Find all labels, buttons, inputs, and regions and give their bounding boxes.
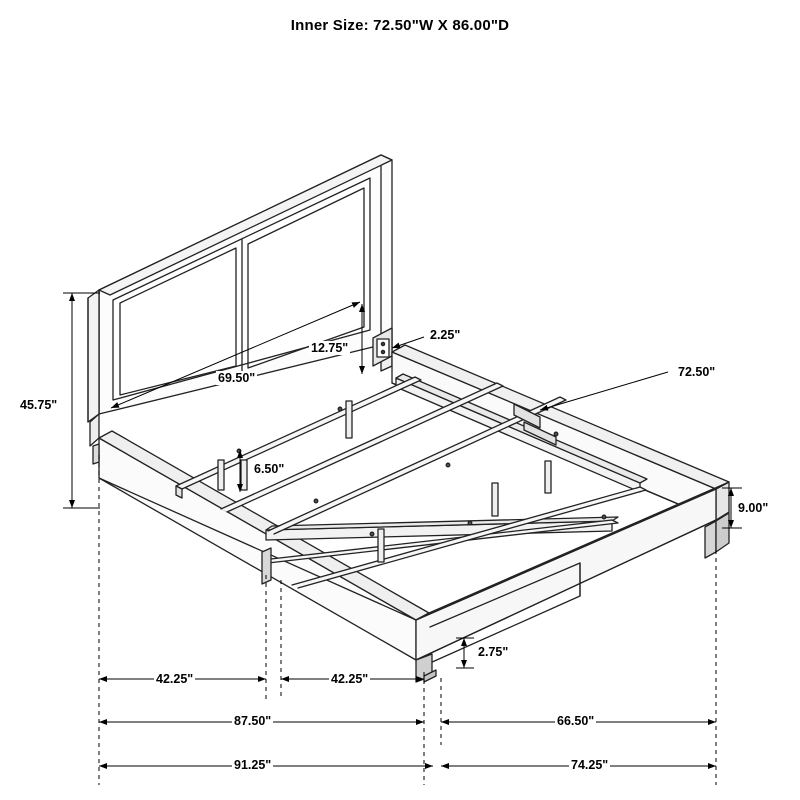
dimension-label-leg-span-right: 42.25" bbox=[331, 672, 369, 686]
page-title: Inner Size: 72.50"W X 86.00"D bbox=[290, 17, 510, 34]
dimension-label-depth-right-section: 66.50" bbox=[557, 714, 595, 728]
dimension-label-side-rail-height: 9.00" bbox=[738, 501, 769, 515]
dimension-label-foot-height: 2.75" bbox=[478, 645, 509, 659]
dimension-label-headboard-height: 45.75" bbox=[20, 398, 58, 412]
dimension-label-headboard-to-rail: 12.75" bbox=[311, 341, 349, 355]
dimension-label-overall-depth-left: 91.25" bbox=[234, 758, 272, 772]
dimension-label-leg-span-left: 42.25" bbox=[156, 672, 194, 686]
dimension-label-overall-width-inner: 72.50" bbox=[678, 365, 716, 379]
dimension-label-depth-left-section: 87.50" bbox=[234, 714, 272, 728]
dimension-label-bracket-thickness: 2.25" bbox=[430, 328, 461, 342]
dimension-label-headboard-panel-width: 69.50" bbox=[218, 371, 256, 385]
dimension-label-slat-leg-height: 6.50" bbox=[254, 462, 285, 476]
dimension-label-overall-depth-right: 74.25" bbox=[571, 758, 609, 772]
